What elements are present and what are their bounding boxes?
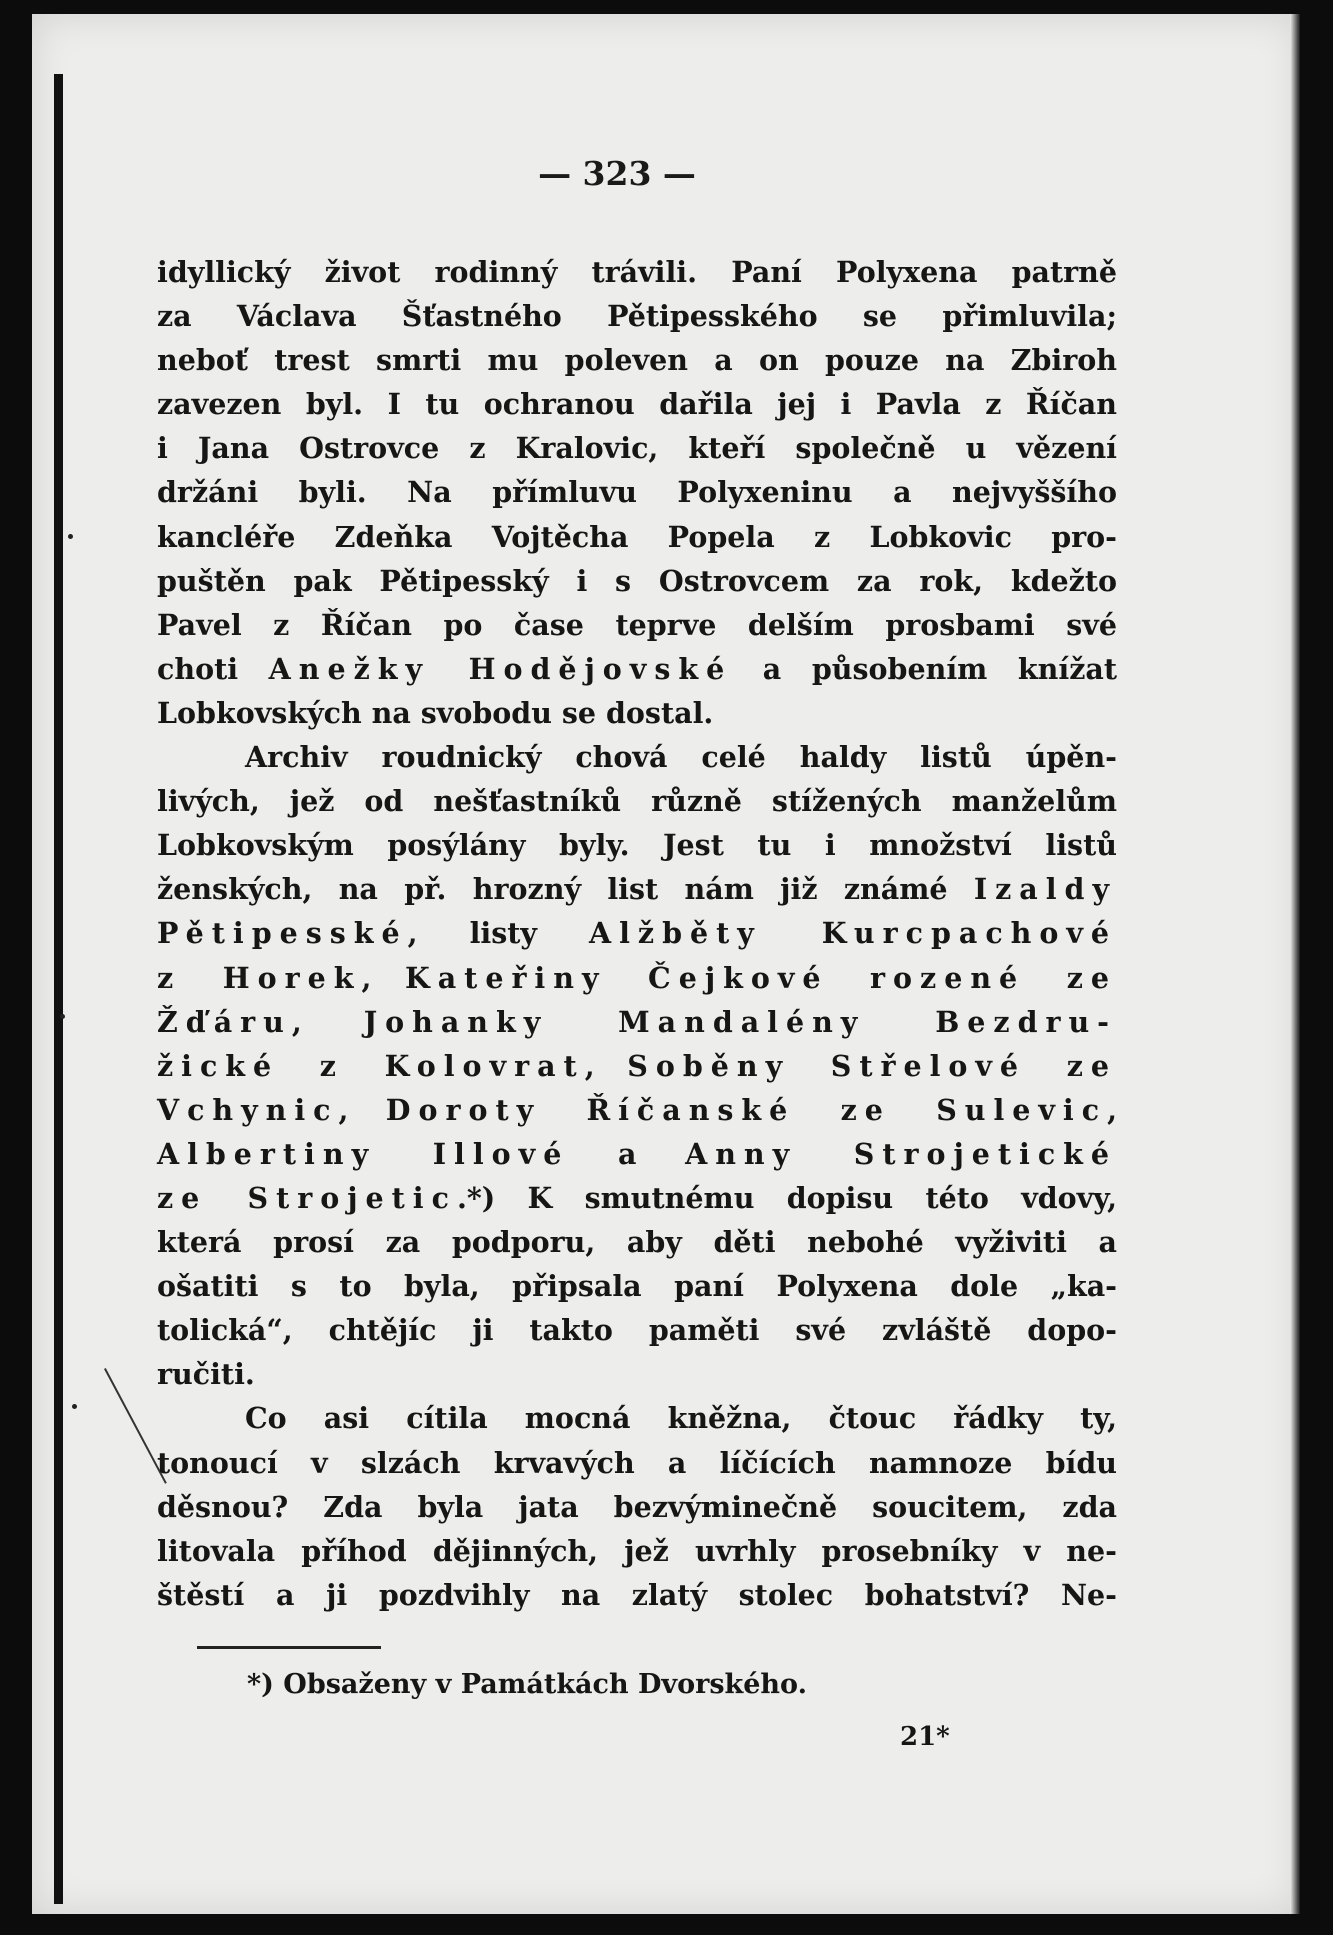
text-line bbox=[157, 1000, 1117, 1044]
text-line bbox=[157, 515, 1117, 559]
text-segment: choti bbox=[157, 651, 269, 686]
text-segment: , bbox=[361, 960, 405, 995]
text-segment: , listy bbox=[407, 916, 590, 951]
text-line bbox=[157, 911, 1117, 955]
text-segment: tonoucí v slzách krvavých a líčících namnoze bídu bbox=[157, 1445, 1117, 1480]
text-segment: štěstí a ji pozdvihly na zlatý stolec bohatství? Ne- bbox=[157, 1577, 1117, 1612]
text-line bbox=[157, 338, 1117, 382]
text-line bbox=[157, 1044, 1117, 1088]
spaced-name: Johanky Mandalény Bezdru- bbox=[363, 1004, 1117, 1039]
text-segment: Lobkovských na svobodu se dostal. bbox=[157, 695, 714, 730]
text-line bbox=[157, 603, 1117, 647]
text-segment: ženských, na př. hrozný list nám již známé bbox=[157, 872, 974, 907]
scan-speck bbox=[72, 1404, 77, 1409]
spaced-name: z Horek bbox=[157, 960, 362, 995]
text-line bbox=[157, 647, 1117, 691]
text-segment: neboť trest smrti mu poleven a on pouze na Zbiroh bbox=[157, 343, 1117, 378]
binding-edge bbox=[54, 74, 63, 1904]
text-line bbox=[157, 1352, 1117, 1396]
text-line bbox=[157, 470, 1117, 514]
text-segment: za Václava Šťastného Pětipesského se přimluvila; bbox=[157, 299, 1117, 334]
text-line bbox=[157, 1176, 1117, 1220]
text-segment: Lobkovským posýlány byly. Jest tu i množství listů bbox=[157, 828, 1117, 863]
text-segment: litovala příhod dějinných, jež uvrhly prosebníky v ne- bbox=[157, 1533, 1117, 1568]
footnote: *) Obsaženy v Památkách Dvorského. bbox=[247, 1669, 807, 1700]
text-segment: , bbox=[1107, 1092, 1117, 1127]
text-line bbox=[157, 294, 1117, 338]
text-line bbox=[157, 1441, 1117, 1485]
text-segment: tolická“, chtějíc ji takto paměti své zvláště dopo- bbox=[157, 1313, 1117, 1348]
text-segment: , bbox=[584, 1048, 628, 1083]
text-line bbox=[157, 1088, 1117, 1132]
spaced-name: ze Strojetic bbox=[157, 1180, 457, 1215]
text-line bbox=[157, 1264, 1117, 1308]
text-segment: i Jana Ostrovce z Kralovic, kteří společně u vězení bbox=[157, 431, 1117, 466]
spaced-name: Pětipesské bbox=[157, 916, 408, 951]
text-segment: , bbox=[338, 1092, 386, 1127]
text-line bbox=[157, 691, 1117, 735]
page-number: — 323 — bbox=[538, 154, 696, 193]
text-line bbox=[157, 956, 1117, 1000]
text-line bbox=[157, 1132, 1117, 1176]
scan-speck bbox=[60, 1014, 65, 1019]
text-line bbox=[157, 1485, 1117, 1529]
text-segment: děsnou? Zda byla jata bezvýminečně soucitem, zda bbox=[157, 1489, 1117, 1524]
spaced-name: Soběny Střelové ze bbox=[627, 1048, 1117, 1083]
text-line bbox=[157, 823, 1117, 867]
spaced-name: Žďáru bbox=[157, 1004, 292, 1039]
text-line bbox=[157, 1396, 1117, 1440]
text-segment: ručiti. bbox=[157, 1357, 255, 1392]
text-segment: Pavel z Říčan po čase teprve delším prosbami své bbox=[157, 607, 1117, 642]
text-segment: livých, jež od nešťastníků různě stížených manželům bbox=[157, 784, 1117, 819]
text-segment: puštěn pak Pětipesský i s Ostrovcem za rok, kdežto bbox=[157, 563, 1117, 598]
text-segment: která prosí za podporu, aby děti nebohé vyživiti a bbox=[157, 1225, 1117, 1260]
text-line bbox=[157, 1529, 1117, 1573]
text-line bbox=[157, 426, 1117, 470]
spaced-name: Izaldy bbox=[973, 872, 1117, 907]
text-line bbox=[157, 1308, 1117, 1352]
text-line bbox=[157, 382, 1117, 426]
text-segment: ošatiti s to byla, připsala paní Polyxena dole „ka- bbox=[157, 1269, 1117, 1304]
text-line bbox=[157, 559, 1117, 603]
page-edge-shadow bbox=[1290, 14, 1300, 1914]
spaced-name: Vchynic bbox=[157, 1092, 339, 1127]
signature-mark: 21* bbox=[900, 1722, 950, 1752]
spaced-name: žické z Kolovrat bbox=[157, 1048, 585, 1083]
text-segment: , bbox=[291, 1004, 364, 1039]
text-segment: Archiv roudnický chová celé haldy listů úpěn- bbox=[245, 740, 1117, 775]
spaced-name: Anny Strojetické bbox=[685, 1136, 1118, 1171]
text-line bbox=[157, 1573, 1117, 1617]
text-line bbox=[157, 867, 1117, 911]
text-segment: .*) K smutnému dopisu této vdovy, bbox=[456, 1180, 1118, 1215]
spaced-name: Alžběty Kurcpachové bbox=[589, 916, 1117, 951]
text-segment: držáni byli. Na přímluvu Polyxeninu a nejvyššího bbox=[157, 475, 1117, 510]
text-line bbox=[157, 1220, 1117, 1264]
text-segment: kancléře Zdeňka Vojtěcha Popela z Lobkovic pro- bbox=[157, 519, 1117, 554]
spaced-name: Kateřiny Čejkové rozené ze bbox=[404, 960, 1117, 995]
text-segment: idyllický život rodinný trávili. Paní Polyxena patrně bbox=[157, 255, 1117, 289]
text-segment: Co asi cítila mocná kněžna, čtouc řádky ty, bbox=[245, 1401, 1117, 1436]
body-text bbox=[157, 250, 1117, 1617]
text-segment: a působením knížat bbox=[732, 651, 1118, 686]
footnote-divider bbox=[197, 1646, 381, 1649]
spaced-name: Anežky Hodějovské bbox=[268, 651, 733, 686]
text-line bbox=[157, 250, 1117, 294]
spaced-name: Albertiny Illové bbox=[157, 1136, 570, 1171]
book-page bbox=[32, 14, 1300, 1914]
text-line bbox=[157, 779, 1117, 823]
text-line bbox=[157, 735, 1117, 779]
text-segment: zavezen byl. I tu ochranou dařila jej i Pavla z Říčan bbox=[157, 387, 1117, 422]
spaced-name: Doroty Říčanské ze Sulevic bbox=[385, 1092, 1108, 1127]
text-segment: a bbox=[569, 1136, 686, 1171]
scan-speck bbox=[68, 534, 73, 539]
